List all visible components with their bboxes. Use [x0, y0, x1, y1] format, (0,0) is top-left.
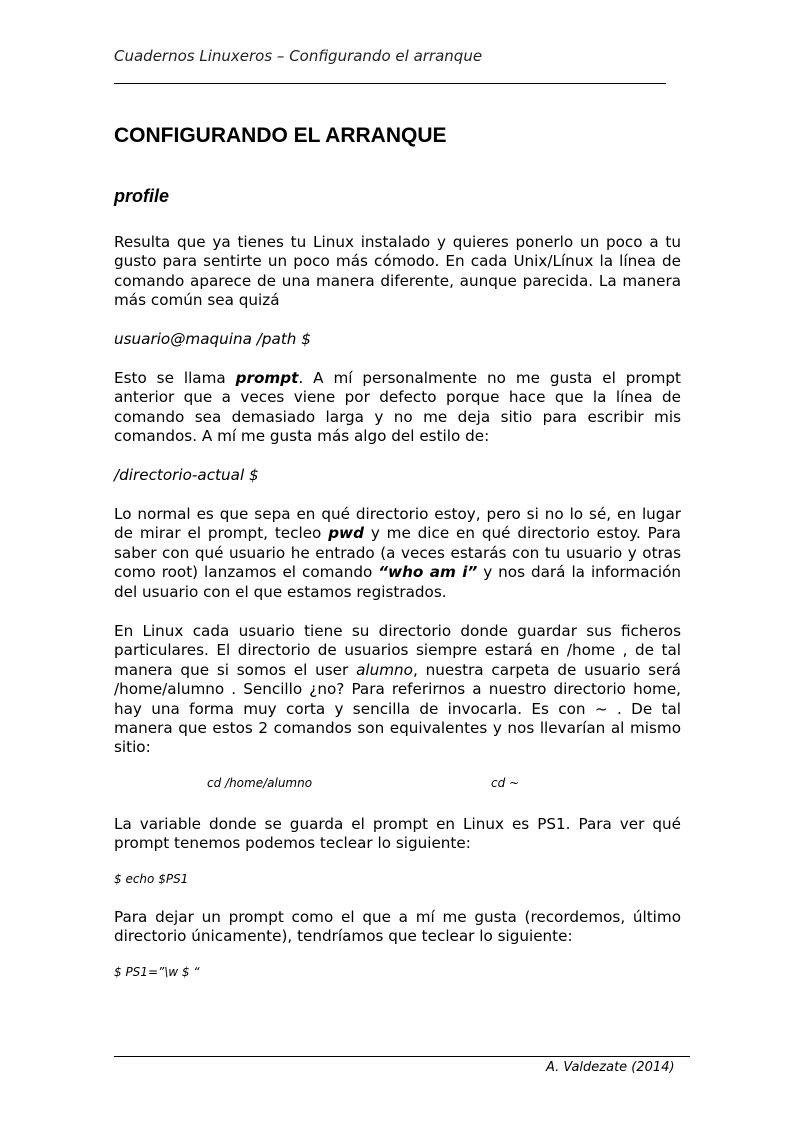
paragraph-home — [114, 622, 681, 758]
paragraph-intro: Resulta que ya tienes tu Linux instalado y quieres ponerlo un poco a tu gusto para sentirte un poco más cómodo. En cada Unix/Línux la línea de comando aparece de una manera diferente, aunque parecida. La manera más común sea quizá — [114, 233, 681, 310]
term-pwd: pwd — [328, 524, 364, 543]
term-who-am-i: “who am i” — [378, 563, 478, 582]
paragraph-pwd-text-3: y nos dará la información del usuario con el que estamos registrados. — [114, 563, 681, 601]
running-header: Cuadernos Linuxeros – Configurando el arranque — [114, 47, 483, 65]
term-alumno: alumno — [356, 660, 413, 679]
paragraph-prompt-text: Esto se llama — [114, 369, 236, 387]
command-echo-ps1: $ echo $PS1 — [114, 872, 189, 886]
paragraph-pwd-text: Lo normal es que sepa en qué directorio estoy, pero si no lo sé, en lugar de mirar el prompt, tecleo — [114, 505, 681, 543]
header-divider — [114, 83, 666, 84]
footer-author: A. Valdezate (2014) — [546, 1060, 675, 1075]
paragraph-home-text: En Linux cada usuario tiene su directorio donde guardar sus ficheros particulares. El directorio de usuarios siempre estará en /home , de tal manera que si somos el user — [114, 622, 681, 679]
term-prompt: prompt — [235, 369, 299, 387]
command-cd-tilde: cd ~ — [491, 776, 520, 790]
paragraph-pwd-text-2: y me dice en qué directorio estoy. Para saber con qué usuario he entrado (a veces estarás con tu usuario y otras como root) lanzamos el comando — [114, 524, 681, 582]
command-cd-home: cd /home/alumno — [207, 776, 313, 790]
page-title: CONFIGURANDO EL ARRANQUE — [114, 124, 447, 147]
paragraph-pwd — [114, 505, 681, 602]
paragraph-prompt — [114, 369, 681, 447]
example-default-prompt: usuario@maquina /path $ — [114, 330, 311, 348]
paragraph-ps1: La variable donde se guarda el prompt en Linux es PS1. Para ver qué prompt tenemos podemos teclear lo siguiente: — [114, 815, 681, 853]
paragraph-custom-prompt: Para dejar un prompt como el que a mí me gusta (recordemos, último directorio únicamente), tendríamos que teclear lo siguiente: — [114, 908, 681, 946]
section-title: profile — [114, 186, 170, 206]
paragraph-home-text-2: , nuestra carpeta de usuario será /home/alumno . Sencillo ¿no? Para referirnos a nuestro directorio home, hay una forma muy corta y sencilla de invocarla. Es con ~ . De tal manera que estos 2 comandos son equivalentes y nos llevarían al mismo sitio: — [114, 660, 681, 757]
command-set-ps1: $ PS1=”\w $ “ — [114, 965, 200, 979]
paragraph-prompt-text-2: . A mí personalmente no me gusta el prompt anterior que a veces viene por defecto porque hace que la línea de comando sea demasiado larga y no me deja sitio para escribir mis comandos. A mí me gusta más algo del estilo de: — [114, 369, 681, 446]
footer-divider — [114, 1056, 690, 1057]
example-short-prompt: /directorio-actual $ — [114, 466, 259, 484]
